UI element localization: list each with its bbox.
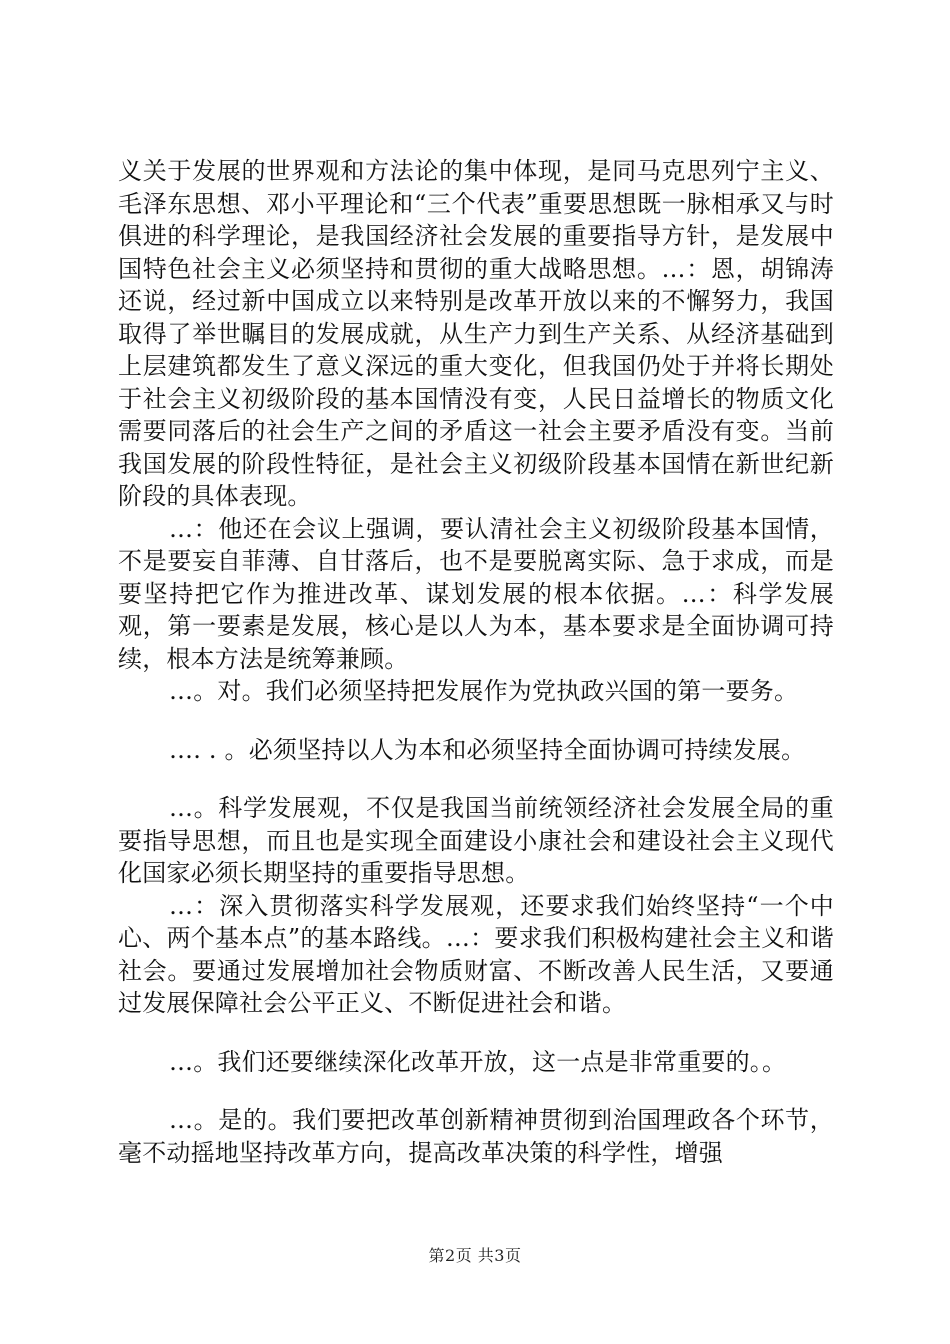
page-number-footer: 第2页 共3页 (428, 1246, 522, 1265)
paragraph: …。我们还要继续深化改革开放，这一点是非常重要的。。 (169, 1047, 787, 1076)
paragraph: …. . 。必须坚持以人为本和必须坚持全面协调可持续发展。 (169, 735, 806, 764)
paragraph: …。科学发展观，不仅是我国当前统领经济社会发展全局的重要指导思想，而且也是实现全面建设小康社会和建设社会主义现代化国家必须长期坚持的重要指导思想。 (118, 794, 834, 887)
paragraph: …：他还在会议上强调，要认清社会主义初级阶段基本国情，不是要妄自菲薄、自甘落后，也不是要脱离实际、急于求成，而是要坚持把它作为推进改革、谋划发展的根本依据。…：科学发展观，第一要素是发展，核心是以人为本，基本要求是全面协调可持续，根本方法是统筹兼顾。 (118, 514, 834, 673)
document-body (118, 155, 834, 1169)
paragraph: …。对。我们必须坚持把发展作为党执政兴国的第一要务。 (169, 677, 799, 705)
paragraph: 义关于发展的世界观和方法论的集中体现，是同马克思列宁主义、毛泽东思想、邓小平理论和“三个代表”重要思想既一脉相承又与时俱进的科学理论，是我国经济社会发展的重要指导方针，是发展中国特色社会主义必须坚持和贯彻的重大战略思想。…：恩，胡锦涛还说，经过新中国成立以来特别是改革开放以来的不懈努力，我国取得了举世瞩目的发展成就，从生产力到生产关系、从经济基础到上层建筑都发生了意义深远的重大变化，但我国仍处于并将长期处于社会主义初级阶段的基本国情没有变，人民日益增长的物质文化需要同落后的社会生产之间的矛盾这一社会主要矛盾没有变。当前我国发展的阶段性特征，是社会主义初级阶段基本国情在新世纪新阶段的具体表现。 (118, 157, 834, 510)
paragraph: …：深入贯彻落实科学发展观，还要求我们始终坚持“一个中心、两个基本点”的基本路线。…：要求我们积极构建社会主义和谐社会。要通过发展增加社会物质财富、不断改善人民生活，又要通过发展保障社会公平正义、不断促进社会和谐。 (118, 891, 834, 1017)
paragraph: …。是的。我们要把改革创新精神贯彻到治国理政各个环节，毫不动摇地坚持改革方向，提高改革决策的科学性，增强 (118, 1106, 834, 1167)
